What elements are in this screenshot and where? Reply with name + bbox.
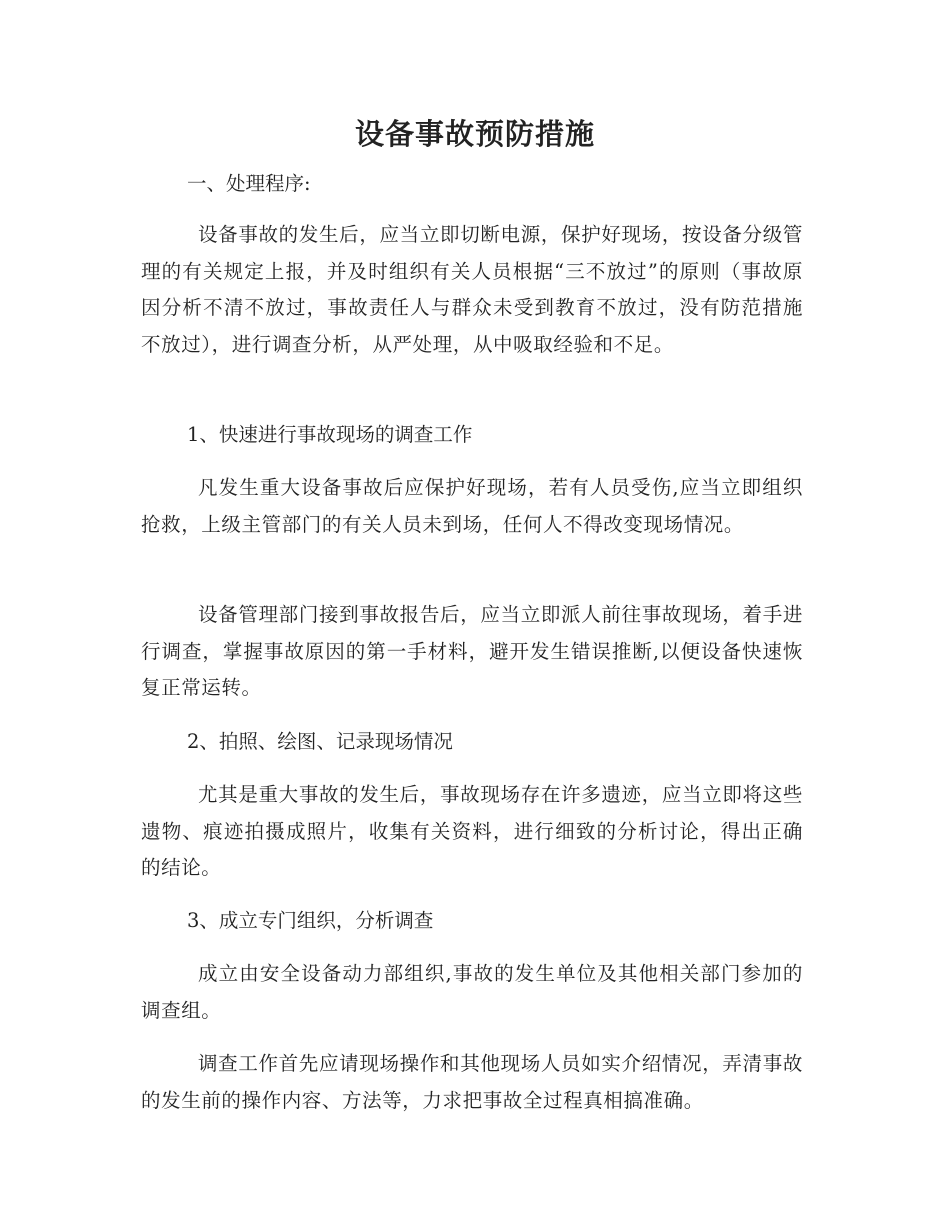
paragraph-form-team: 成立由安全设备动力部组织,事故的发生单位及其他相关部门参加的调查组。 <box>141 962 803 1022</box>
item-heading-investigation: 1、快速进行事故现场的调查工作 <box>187 423 473 446</box>
paragraph-dispatch-investigators: 设备管理部门接到事故报告后，应当立即派人前往事故现场，着手进行调查，掌握事故原因的第一手材料，避开发生错误推断,以便设备快速恢复正常运转。 <box>141 603 803 699</box>
paragraph-photograph-evidence: 尤其是重大事故的发生后，事故现场存在许多遗迹，应当立即将这些遗物、痕迹拍摄成照片，收集有关资料，进行细致的分析讨论，得出正确的结论。 <box>141 783 803 879</box>
section-heading-procedure: 一、处理程序: <box>187 172 311 195</box>
paragraph-procedure-overview: 设备事故的发生后，应当立即切断电源，保护好现场，按设备分级管理的有关规定上报，并及时组织有关人员根据“三不放过”的原则（事故原因分析不清不放过，事故责任人与群众未受到教育不放过，没有防范措施不放过），进行调查分析，从严处理，从中吸取经验和不足。 <box>141 223 803 356</box>
paragraph-interview-staff: 调查工作首先应请现场操作和其他现场人员如实介绍情况，弄清事故的发生前的操作内容、方法等，力求把事故全过程真相搞准确。 <box>141 1052 803 1112</box>
document-title: 设备事故预防措施 <box>354 117 595 151</box>
item-heading-record-scene: 2、拍照、绘图、记录现场情况 <box>187 730 453 753</box>
item-heading-special-team: 3、成立专门组织，分析调查 <box>187 909 434 932</box>
paragraph-protect-scene: 凡发生重大设备事故后应保护好现场，若有人员受伤,应当立即组织抢救，上级主管部门的有关人员未到场，任何人不得改变现场情况。 <box>141 476 803 536</box>
